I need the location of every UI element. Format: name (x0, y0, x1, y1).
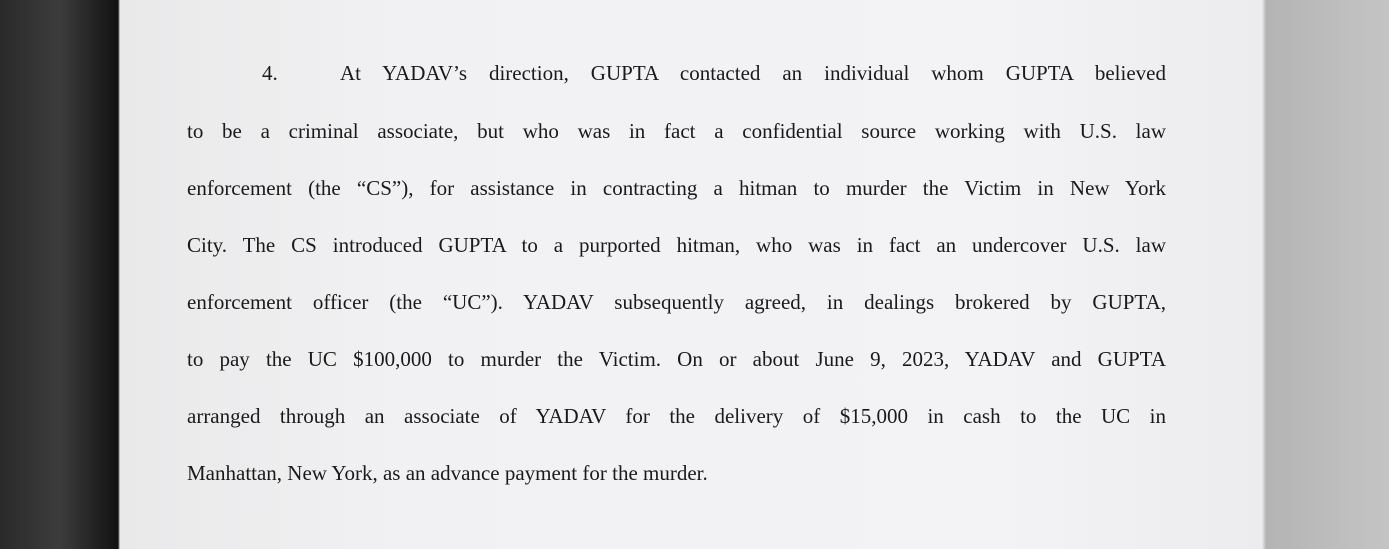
text-line: At YADAV’s direction, GUPTA contacted an individual whom GUPTA believed (340, 61, 1166, 85)
paragraph-number: 4. (262, 61, 278, 85)
text-line: arranged through an associate of YADAV for the delivery of $15,000 in cash to the UC in (187, 404, 1166, 428)
text-line: enforcement officer (the “UC”). YADAV subsequently agreed, in dealings brokered by GUPTA, (187, 290, 1166, 314)
document-page (120, 0, 1265, 549)
text-line: to pay the UC $100,000 to murder the Victim. On or about June 9, 2023, YADAV and GUPTA (187, 347, 1166, 371)
text-line: to be a criminal associate, but who was in fact a confidential source working with U.S. law (187, 119, 1166, 143)
text-line: enforcement (the “CS”), for assistance in contracting a hitman to murder the Victim in New York (187, 176, 1166, 200)
text-line: City. The CS introduced GUPTA to a purported hitman, who was in fact an undercover U.S. law (187, 233, 1166, 257)
text-line: Manhattan, New York, as an advance payment for the murder. (187, 461, 708, 485)
